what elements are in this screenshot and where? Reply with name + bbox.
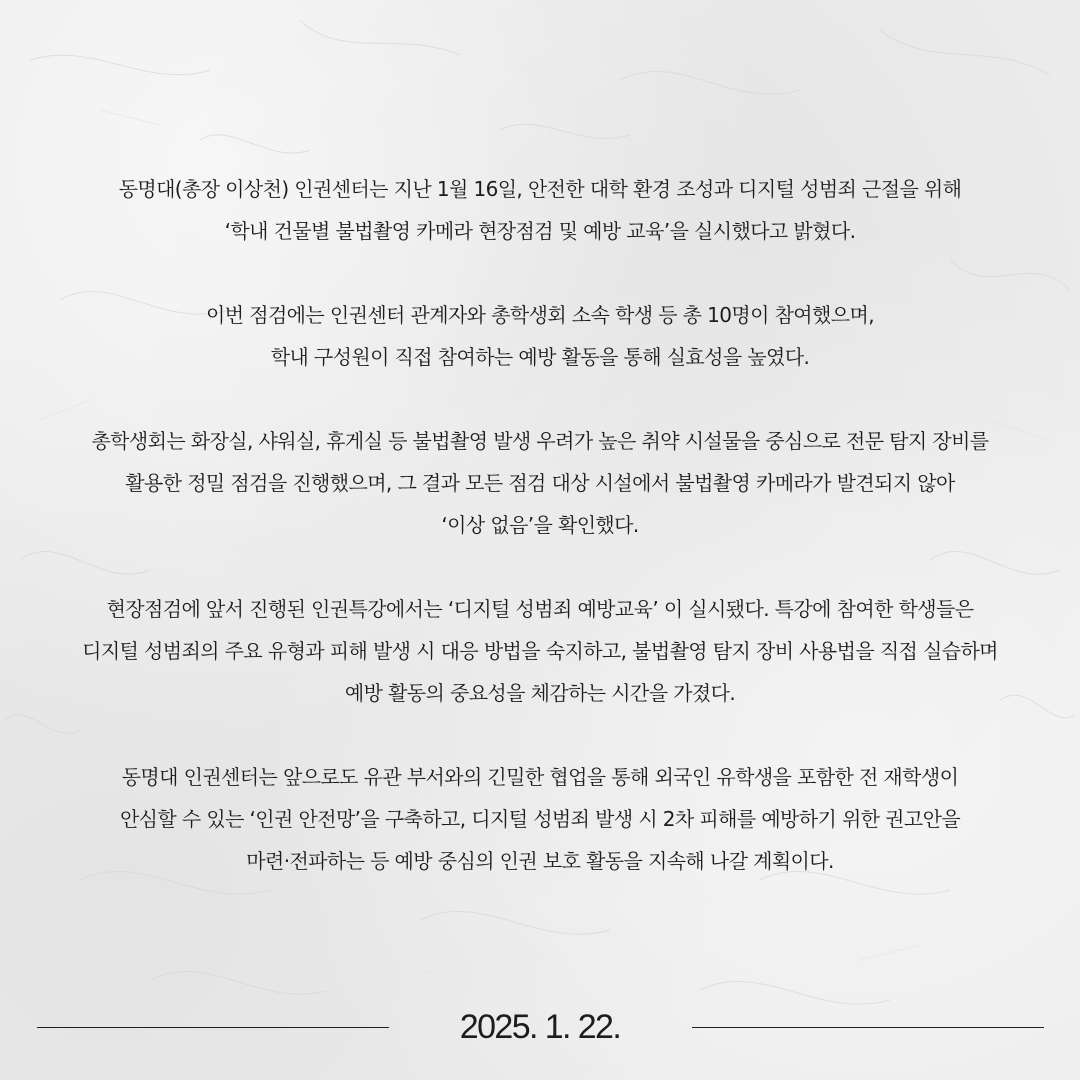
paragraph-line: 디지털 성범죄의 주요 유형과 피해 발생 시 대응 방법을 숙지하고, 불법촬영 탐지 장비 사용법을 직접 실습하며 <box>82 639 998 663</box>
left-divider-line <box>37 1027 389 1028</box>
paragraph-line: 안심할 수 있는 ‘인권 안전망’을 구축하고, 디지털 성범죄 발생 시 2차 피해를 예방하기 위한 권고안을 <box>119 807 961 831</box>
article-paragraph-3 <box>20 420 1060 546</box>
paragraph-line: 이번 점검에는 인권센터 관계자와 총학생회 소속 학생 등 총 10명이 참여했으며, <box>206 303 874 327</box>
paragraph-line: 동명대(총장 이상천) 인권센터는 지난 1월 16일, 안전한 대학 환경 조성과 디지털 성범죄 근절을 위해 <box>118 177 962 201</box>
article-body <box>20 168 1060 924</box>
article-paragraph-1 <box>20 168 1060 252</box>
paragraph-line: ‘이상 없음’을 확인했다. <box>441 513 639 537</box>
article-paragraph-2 <box>20 294 1060 378</box>
paragraph-line: 마련·전파하는 등 예방 중심의 인권 보호 활동을 지속해 나갈 계획이다. <box>246 849 834 873</box>
paragraph-line: 동명대 인권센터는 앞으로도 유관 부서와의 긴밀한 협업을 통해 외국인 유학생을 포함한 전 재학생이 <box>121 765 959 789</box>
date-footer <box>0 1000 1080 1056</box>
paragraph-line: 활용한 정밀 점검을 진행했으며, 그 결과 모든 점검 대상 시설에서 불법촬영 카메라가 발견되지 않아 <box>125 471 955 495</box>
paragraph-line: ‘학내 건물별 불법촬영 카메라 현장점검 및 예방 교육’을 실시했다고 밝혔다. <box>224 219 856 243</box>
paragraph-line: 총학생회는 화장실, 샤워실, 휴게실 등 불법촬영 발생 우려가 높은 취약 시설물을 중심으로 전문 탐지 장비를 <box>91 429 989 453</box>
article-paragraph-5 <box>20 756 1060 882</box>
article-paragraph-4 <box>20 588 1060 714</box>
publication-date: 2025. 1. 22. <box>459 1008 621 1046</box>
right-divider-line <box>692 1027 1044 1028</box>
paragraph-line: 학내 구성원이 직접 참여하는 예방 활동을 통해 실효성을 높였다. <box>270 345 810 369</box>
paragraph-line: 현장점검에 앞서 진행된 인권특강에서는 ‘디지털 성범죄 예방교육’ 이 실시됐다. 특강에 참여한 학생들은 <box>106 597 974 621</box>
paragraph-line: 예방 활동의 중요성을 체감하는 시간을 가졌다. <box>344 681 736 705</box>
